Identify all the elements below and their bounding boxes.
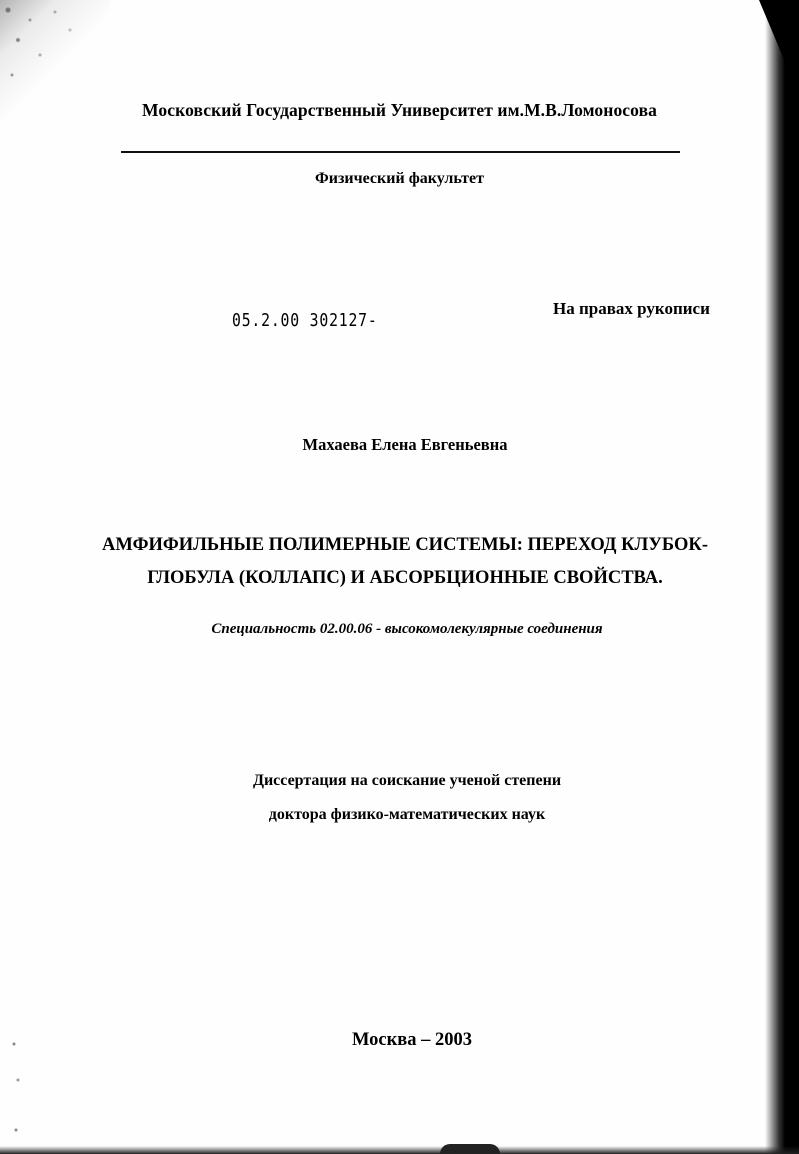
place-year: Москва – 2003 [351,1030,473,1050]
dissertation-title [0,529,799,595]
title-line: АМФИФИЛЬНЫЕ ПОЛИМЕРНЫЕ СИСТЕМЫ: ПЕРЕХОД КЛУБОК- [102,535,708,555]
scan-noise-left [8,1040,28,1150]
specialty: Специальность 02.00.06 - высокомолекулярные соединения [211,621,603,637]
header-divider [121,151,680,153]
degree-line: доктора физико-математических наук [268,806,546,823]
faculty-name: Физический факультет [315,170,484,187]
title-line: ГЛОБУЛА (КОЛЛАПС) И АБСОРБЦИОННЫЕ СВОЙСТВА. [147,568,663,588]
rights-note: На правах рукописи [553,299,710,318]
degree-statement [0,764,799,832]
scan-bottom-shadow [0,1146,799,1154]
author-name: Махаева Елена Евгеньевна [302,435,508,454]
scan-bottom-mark [440,1144,500,1154]
university-name: Московский Государственный Университет им.М.В.Ломоносова [142,100,657,120]
registration-stamp: 05.2.00 302127- [232,310,378,331]
degree-line: Диссертация на соискание ученой степени [252,772,562,789]
scan-corner-wedge [759,0,799,95]
